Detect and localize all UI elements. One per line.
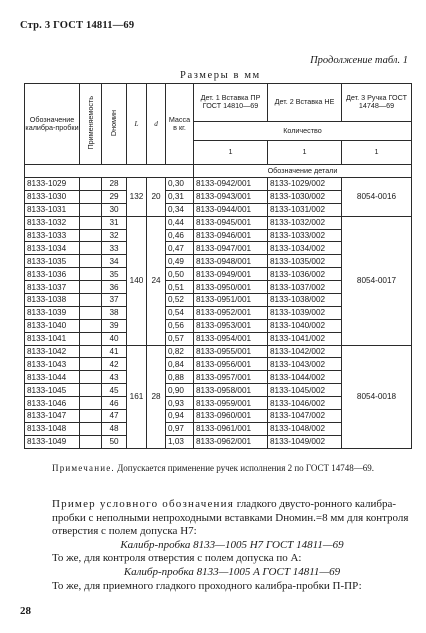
cell-det1: 8133-0949/001 [194,268,268,281]
cell-det2: 8133-1034/002 [268,242,342,255]
cell-dnom: 37 [102,294,127,307]
cell-dnom: 33 [102,242,127,255]
page-number: 28 [20,605,31,617]
cell-handle: 8054-0018 [342,345,412,448]
example-section [52,498,412,593]
cell-L: 140 [127,216,147,345]
cell-mass: 0,93 [166,397,194,410]
cell-dnom: 35 [102,268,127,281]
cell-det1: 8133-0954/001 [194,332,268,345]
cell-det2: 8133-1045/002 [268,384,342,397]
cell-det1: 8133-0960/001 [194,410,268,423]
cell-code: 8133-1049 [25,435,80,448]
cell-det2: 8133-1049/002 [268,435,342,448]
cell-mass: 0,34 [166,203,194,216]
cell-d: 24 [147,216,166,345]
cell-handle: 8054-0016 [342,178,412,217]
cell-applicability [80,435,102,448]
cell-det1: 8133-0942/001 [194,178,268,191]
cell-applicability [80,190,102,203]
cell-mass: 0,82 [166,345,194,358]
cell-applicability [80,422,102,435]
cell-mass: 0,30 [166,178,194,191]
cell-applicability [80,268,102,281]
cell-dnom: 47 [102,410,127,423]
cell-handle: 8054-0017 [342,216,412,345]
cell-L: 132 [127,178,147,217]
cell-d: 28 [147,345,166,448]
cell-applicability [80,281,102,294]
cell-dnom: 50 [102,435,127,448]
example-paragraph-1: гладкого двусто-ронного калибра-пробки с неполными непроходными вставками Dномин.=8 мм для контроля отверстия с полем допуска H7: [52,498,409,538]
header-designation: Обозначение калибра-пробки [25,84,80,165]
cell-mass: 0,90 [166,384,194,397]
cell-mass: 0,94 [166,410,194,423]
example-code-2: Калибр-пробка 8133—1005 A ГОСТ 14811—69 [123,565,341,578]
header-det2: Дет. 2 Вставка НЕ [268,84,342,122]
cell-det1: 8133-0950/001 [194,281,268,294]
cell-code: 8133-1040 [25,319,80,332]
cell-det1: 8133-0961/001 [194,422,268,435]
cell-det2: 8133-1033/002 [268,229,342,242]
cell-code: 8133-1035 [25,255,80,268]
cell-det2: 8133-1031/002 [268,203,342,216]
continuation-label: Продолжение табл. 1 [310,55,408,66]
table-body [25,178,412,449]
cell-applicability [80,358,102,371]
cell-mass: 0,57 [166,332,194,345]
cell-mass: 0,51 [166,281,194,294]
cell-mass: 0,52 [166,294,194,307]
cell-applicability [80,203,102,216]
cell-d: 20 [147,178,166,217]
example-code-1: Калибр-пробка 8133—1005 H7 ГОСТ 14811—69 [120,538,344,551]
cell-dnom: 28 [102,178,127,191]
cell-det2: 8133-1037/002 [268,281,342,294]
cell-code: 8133-1041 [25,332,80,345]
cell-dnom: 34 [102,255,127,268]
cell-dnom: 31 [102,216,127,229]
cell-dnom: 43 [102,371,127,384]
cell-code: 8133-1034 [25,242,80,255]
cell-det2: 8133-1039/002 [268,306,342,319]
cell-mass: 0,47 [166,242,194,255]
cell-code: 8133-1048 [25,422,80,435]
cell-det2: 8133-1038/002 [268,294,342,307]
cell-det2: 8133-1042/002 [268,345,342,358]
cell-det2: 8133-1032/002 [268,216,342,229]
cell-applicability [80,332,102,345]
cell-det1: 8133-0948/001 [194,255,268,268]
table-title: Размеры в мм [180,70,261,81]
cell-mass: 0,50 [166,268,194,281]
example-lead: Пример условного обозначения [52,498,234,510]
cell-dnom: 30 [102,203,127,216]
cell-det2: 8133-1041/002 [268,332,342,345]
spec-table [24,83,412,449]
note-text: Допускается применение ручек исполнения 2 по ГОСТ 14748—69. [117,463,375,473]
cell-det1: 8133-0947/001 [194,242,268,255]
cell-det1: 8133-0952/001 [194,306,268,319]
cell-det1: 8133-0959/001 [194,397,268,410]
cell-code: 8133-1044 [25,371,80,384]
cell-det2: 8133-1044/002 [268,371,342,384]
quantity-det3: 1 [342,140,412,164]
cell-L: 161 [127,345,147,448]
cell-applicability [80,345,102,358]
cell-det1: 8133-0957/001 [194,371,268,384]
cell-code: 8133-1030 [25,190,80,203]
cell-mass: 0,49 [166,255,194,268]
cell-dnom: 42 [102,358,127,371]
header-spacer [25,165,194,178]
cell-det2: 8133-1047/002 [268,410,342,423]
cell-code: 8133-1042 [25,345,80,358]
example-paragraph-2: То же, для контроля отверстия с полем допуска по A: [52,552,302,565]
cell-dnom: 36 [102,281,127,294]
cell-code: 8133-1038 [25,294,80,307]
cell-det1: 8133-0956/001 [194,358,268,371]
cell-det2: 8133-1030/002 [268,190,342,203]
cell-dnom: 40 [102,332,127,345]
cell-code: 8133-1032 [25,216,80,229]
cell-det1: 8133-0962/001 [194,435,268,448]
cell-code: 8133-1029 [25,178,80,191]
cell-applicability [80,229,102,242]
cell-mass: 0,56 [166,319,194,332]
table-row [25,216,412,229]
cell-det2: 8133-1048/002 [268,422,342,435]
cell-dnom: 48 [102,422,127,435]
cell-mass: 0,54 [166,306,194,319]
header-applicability: Применяемость [80,84,102,165]
example-paragraph-3: То же, для приемного гладкого проходного калибра-пробки П-ПР: [52,579,362,592]
cell-applicability [80,178,102,191]
cell-det2: 8133-1036/002 [268,268,342,281]
header-parts: Обозначение детали [194,165,412,178]
table-row [25,345,412,358]
header-dnom: Dномин [102,84,127,165]
cell-applicability [80,319,102,332]
note [52,463,412,474]
cell-det1: 8133-0951/001 [194,294,268,307]
cell-dnom: 39 [102,319,127,332]
cell-code: 8133-1047 [25,410,80,423]
cell-det2: 8133-1040/002 [268,319,342,332]
cell-applicability [80,410,102,423]
cell-applicability [80,294,102,307]
cell-code: 8133-1033 [25,229,80,242]
header-quantity: Количество [194,121,412,140]
quantity-det1: 1 [194,140,268,164]
header-L: L [127,84,147,165]
cell-applicability [80,371,102,384]
header-d: d [147,84,166,165]
cell-mass: 0,84 [166,358,194,371]
header-det1: Дет. 1 Вставка ПР ГОСТ 14810—69 [194,84,268,122]
cell-code: 8133-1039 [25,306,80,319]
cell-det1: 8133-0953/001 [194,319,268,332]
cell-dnom: 29 [102,190,127,203]
cell-dnom: 46 [102,397,127,410]
cell-mass: 0,97 [166,422,194,435]
cell-det1: 8133-0944/001 [194,203,268,216]
cell-det1: 8133-0955/001 [194,345,268,358]
cell-applicability [80,255,102,268]
cell-dnom: 41 [102,345,127,358]
cell-code: 8133-1043 [25,358,80,371]
table-row [25,178,412,191]
quantity-det2: 1 [268,140,342,164]
cell-dnom: 45 [102,384,127,397]
cell-mass: 1,03 [166,435,194,448]
header-det3: Дет. 3 Ручка ГОСТ 14748—69 [342,84,412,122]
cell-applicability [80,384,102,397]
cell-mass: 0,88 [166,371,194,384]
cell-applicability [80,397,102,410]
cell-det2: 8133-1046/002 [268,397,342,410]
cell-det2: 8133-1035/002 [268,255,342,268]
cell-code: 8133-1045 [25,384,80,397]
cell-mass: 0,44 [166,216,194,229]
cell-code: 8133-1037 [25,281,80,294]
cell-det1: 8133-0958/001 [194,384,268,397]
cell-code: 8133-1036 [25,268,80,281]
cell-det2: 8133-1043/002 [268,358,342,371]
cell-det1: 8133-0946/001 [194,229,268,242]
page-header: Стр. 3 ГОСТ 14811—69 [20,20,135,31]
cell-applicability [80,216,102,229]
cell-dnom: 38 [102,306,127,319]
cell-applicability [80,306,102,319]
cell-det1: 8133-0943/001 [194,190,268,203]
cell-dnom: 32 [102,229,127,242]
cell-code: 8133-1031 [25,203,80,216]
cell-mass: 0,31 [166,190,194,203]
header-mass: Масса в кг. [166,84,194,165]
cell-det2: 8133-1029/002 [268,178,342,191]
cell-det1: 8133-0945/001 [194,216,268,229]
cell-code: 8133-1046 [25,397,80,410]
cell-applicability [80,242,102,255]
cell-mass: 0,46 [166,229,194,242]
note-label: Примечание. [52,463,115,473]
